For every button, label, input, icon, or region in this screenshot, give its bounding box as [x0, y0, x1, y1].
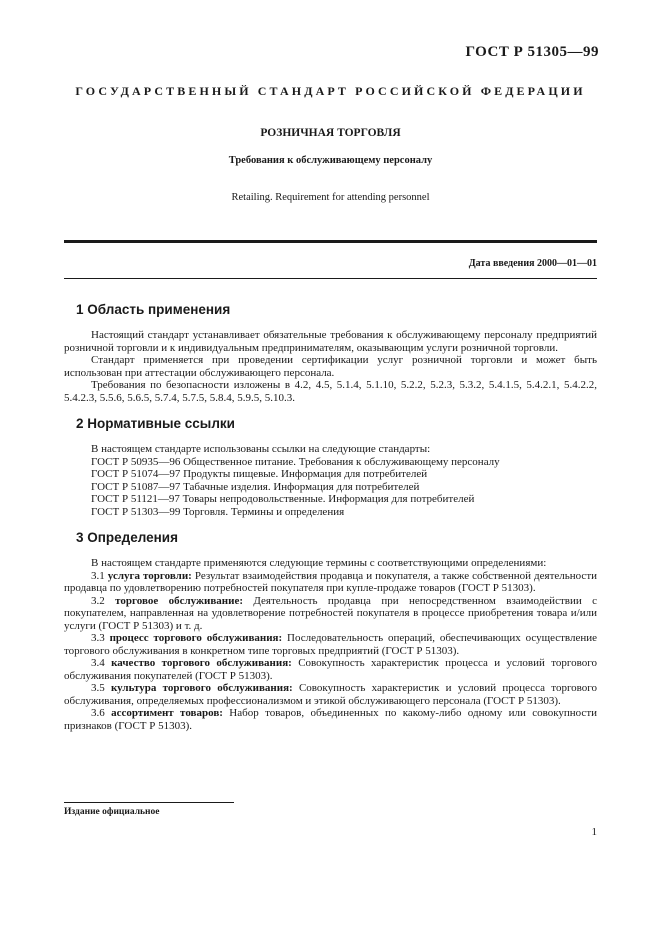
- standard-title: РОЗНИЧНАЯ ТОРГОВЛЯ: [260, 127, 401, 139]
- definition-text: Совокупность характеристик и условий процесса торгового обслуживания, определяемых профессионализмом и этикой обслуживающего персонала (ГОСТ Р 51303).: [64, 682, 598, 707]
- document-number: ГОСТ Р 51305—99: [465, 44, 599, 60]
- definition-term: качество торгового обслуживания:: [111, 657, 292, 669]
- definition-text: Последовательность операций, обеспечивающих осуществление торгового обслуживания в конкретном типе торговых предприятий (ГОСТ Р 51303).: [64, 632, 597, 657]
- definition-text: Результат взаимодействия продавца и покупателя, а также собственной деятельности продавца по удовлетворению потребностей покупателя при купле-продаже товаров (ГОСТ Р 51303).: [64, 569, 598, 594]
- paragraph: В настоящем стандарте использованы ссылки на следующие стандарты:: [91, 443, 431, 455]
- section-definitions: [64, 530, 597, 732]
- page-number: 1: [591, 826, 597, 838]
- reference-item: ГОСТ Р 51087—97 Табачные изделия. Информация для потребителей: [91, 480, 420, 493]
- header-divider-thin: [64, 278, 597, 279]
- definition-term: процесс торгового обслуживания:: [109, 632, 283, 644]
- definition-term: торговое обслуживание:: [115, 594, 243, 607]
- reference-list: [64, 456, 597, 519]
- reference-item: ГОСТ Р 51074—97 Продукты пищевые. Информация для потребителей: [91, 468, 428, 480]
- section-heading: 1 Область применения: [76, 302, 231, 317]
- definition-number: 3.4: [91, 657, 105, 669]
- definition-number: 3.2: [91, 594, 105, 607]
- definition-term: культура торгового обслуживания:: [111, 682, 293, 694]
- definition-number: 3.3: [91, 632, 105, 644]
- footer-divider: [64, 802, 234, 803]
- definition-number: 3.6: [91, 707, 105, 719]
- paragraph: Настоящий стандарт устанавливает обязательные требования к обслуживающему персоналу предприятий розничной торговли и к индивидуальным предпринимателям, оказывающим услуги розничной торговли.: [64, 329, 597, 354]
- definition-text: Деятельность продавца при непосредственном взаимодействии с покупателем, направленная на удовлетворение потребностей покупателя в процессе приобретения товара и/или услуги (ГОСТ Р 51303) и т. д.: [64, 594, 597, 632]
- definition-number: 3.5: [91, 682, 105, 694]
- header-divider-thick: [64, 240, 597, 243]
- reference-item: ГОСТ Р 51121—97 Товары непродовольственные. Информация для потребителей: [91, 493, 475, 505]
- definition-term: услуга торговли:: [107, 569, 192, 582]
- section-normative-references: [64, 416, 597, 518]
- definition-item: [64, 632, 597, 657]
- official-edition-note: Издание официальное: [64, 807, 160, 817]
- paragraph: Стандарт применяется при проведении сертификации услуг розничной торговли и может быть использован при аттестации обслуживающего персонала.: [64, 354, 597, 379]
- introduction-date: Дата введения 2000—01—01: [468, 258, 597, 269]
- definition-text: Набор товаров, объединенных по какому-либо одному или совокупности признаков (ГОСТ Р 51303).: [64, 707, 598, 732]
- definition-number: 3.1: [91, 569, 105, 582]
- reference-item: ГОСТ Р 51303—99 Торговля. Термины и определения: [91, 505, 345, 518]
- section-scope: [64, 302, 597, 404]
- section-heading: 2 Нормативные ссылки: [76, 416, 235, 431]
- paragraph: Требования по безопасности изложены в 4.2, 4.5, 5.1.4, 5.1.10, 5.2.2, 5.2.3, 5.3.2, 5.4.1.5, 5.4.2.1, 5.4.2.2, 5.4.2.3, 5.5.6, 5.6.5, 5.7.4, 5.7.5, 5.8.4, 5.9.5, 5.10.3.: [64, 379, 597, 404]
- definition-item: [64, 682, 597, 707]
- standard-subtitle: Требования к обслуживающему персоналу: [228, 155, 433, 166]
- state-standard-title: ГОСУДАРСТВЕННЫЙ СТАНДАРТ РОССИЙСКОЙ ФЕДЕРАЦИИ: [75, 84, 586, 98]
- definition-item: [64, 657, 597, 682]
- definition-item: [64, 595, 597, 633]
- reference-item: ГОСТ Р 50935—96 Общественное питание. Требования к обслуживающему персоналу: [91, 455, 500, 468]
- section-heading: 3 Определения: [76, 530, 178, 545]
- paragraph: В настоящем стандарте применяются следующие термины с соответствующими определениями:: [91, 557, 547, 569]
- definition-text: Совокупность характеристик процесса и условий торгового обслуживания покупателей (ГОСТ Р 51303).: [64, 657, 597, 682]
- document-body: [64, 302, 597, 732]
- definition-term: ассортимент товаров:: [111, 707, 223, 719]
- definition-item: [64, 570, 597, 595]
- english-title: Retailing. Requirement for attending personnel: [231, 192, 430, 203]
- definition-item: [64, 707, 597, 732]
